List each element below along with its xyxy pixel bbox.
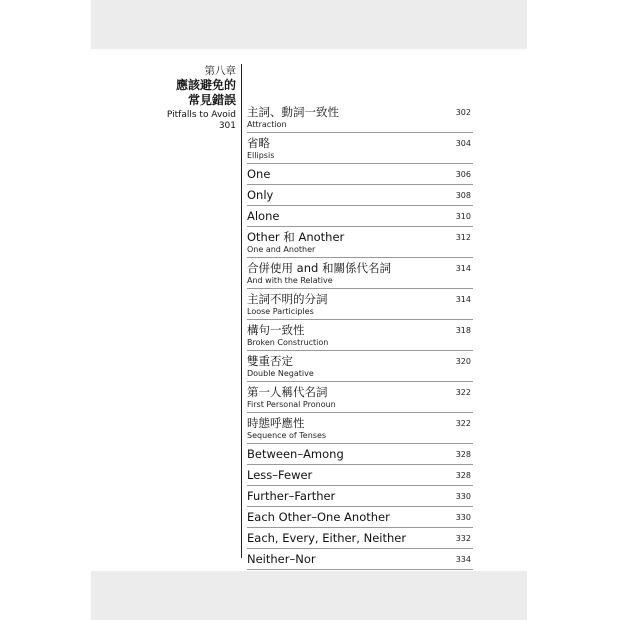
toc-entry — [247, 354, 473, 379]
toc-entry-page: 318 — [455, 326, 471, 335]
toc-entry-title: 省略 — [247, 136, 270, 150]
toc-divider — [247, 205, 473, 206]
toc-entry-subtitle: Ellipsis — [247, 151, 275, 160]
toc-entry-page: 328 — [455, 450, 471, 459]
chapter-heading — [167, 64, 236, 132]
toc-entry-subtitle: One and Another — [247, 245, 316, 254]
toc-entry — [247, 447, 473, 462]
top-gray-band — [91, 0, 527, 49]
toc-entry — [247, 167, 473, 182]
toc-entry-title: 第一人稱代名詞 — [247, 385, 328, 399]
chapter-title-line2: 常見錯誤 — [187, 93, 236, 107]
toc-entry — [247, 323, 473, 348]
toc-entry-title: Each, Every, Either, Neither — [247, 531, 407, 545]
toc-entry-subtitle: Sequence of Tenses — [247, 431, 327, 440]
toc-entry-page: 312 — [455, 233, 471, 242]
toc-entry-title: 主詞不明的分詞 — [247, 292, 328, 306]
toc-entry-title: Only — [247, 188, 274, 202]
toc-entry — [247, 489, 473, 504]
toc-divider — [247, 443, 473, 444]
toc-entry — [247, 188, 473, 203]
toc-divider — [247, 527, 473, 528]
toc-divider — [247, 257, 473, 258]
toc-divider — [247, 288, 473, 289]
toc-entry-title: Each Other–One Another — [247, 510, 390, 524]
toc-entry — [247, 510, 473, 525]
toc-divider — [247, 569, 473, 570]
toc-entry-subtitle: Broken Construction — [247, 338, 329, 347]
toc-entry-page: 322 — [455, 388, 471, 397]
toc-entry-subtitle: First Personal Pronoun — [247, 400, 336, 409]
toc-entry — [247, 416, 473, 441]
table-of-contents — [247, 105, 473, 573]
toc-entry — [247, 230, 473, 255]
toc-entry-page: 332 — [455, 534, 471, 543]
toc-entry — [247, 385, 473, 410]
toc-entry-title: Between–Among — [247, 447, 344, 461]
toc-entry-page: 328 — [455, 471, 471, 480]
toc-divider — [247, 163, 473, 164]
toc-divider — [247, 350, 473, 351]
chapter-title-english: Pitfalls to Avoid — [166, 110, 236, 120]
toc-entry-page: 334 — [455, 555, 471, 564]
toc-divider — [247, 381, 473, 382]
toc-entry-page: 302 — [455, 108, 471, 117]
toc-entry — [247, 292, 473, 317]
toc-entry-title: 雙重否定 — [247, 354, 293, 368]
toc-entry — [247, 105, 473, 130]
toc-divider — [247, 464, 473, 465]
toc-entry-page: 314 — [455, 264, 471, 273]
toc-entry — [247, 136, 473, 161]
toc-entry-page: 310 — [455, 212, 471, 221]
chapter-page-number: 301 — [218, 121, 236, 131]
bottom-gray-band — [91, 571, 527, 620]
toc-entry-title: 主詞、動詞一致性 — [247, 105, 339, 119]
toc-entry-subtitle: And with the Relative — [247, 276, 333, 285]
toc-entry-page: 320 — [455, 357, 471, 366]
toc-entry-title: Neither–Nor — [247, 552, 316, 566]
chapter-number: 第八章 — [204, 65, 236, 77]
toc-entry — [247, 531, 473, 546]
toc-divider — [247, 412, 473, 413]
toc-entry-page: 330 — [455, 513, 471, 522]
toc-divider — [247, 226, 473, 227]
toc-divider — [247, 485, 473, 486]
toc-entry-page: 308 — [455, 191, 471, 200]
toc-entry-page: 314 — [455, 295, 471, 304]
vertical-rule — [241, 64, 242, 558]
toc-entry-title: Other 和 Another — [247, 230, 345, 244]
toc-entry — [247, 468, 473, 483]
toc-divider — [247, 548, 473, 549]
toc-entry-subtitle: Loose Participles — [247, 307, 314, 316]
toc-entry-title: Alone — [247, 209, 280, 223]
toc-entry-page: 304 — [455, 139, 471, 148]
toc-entry-title: One — [247, 167, 271, 181]
toc-divider — [247, 184, 473, 185]
toc-entry-title: Less–Fewer — [247, 468, 313, 482]
chapter-title-line1: 應該避免的 — [175, 78, 236, 92]
toc-divider — [247, 506, 473, 507]
toc-entry — [247, 552, 473, 567]
toc-entry-page: 330 — [455, 492, 471, 501]
toc-entry — [247, 261, 473, 286]
toc-entry — [247, 209, 473, 224]
toc-entry-page: 306 — [455, 170, 471, 179]
toc-entry-title: 構句一致性 — [247, 323, 305, 337]
toc-entry-page: 322 — [455, 419, 471, 428]
toc-entry-title: 合併使用 and 和關係代名詞 — [247, 261, 391, 275]
toc-entry-subtitle: Double Negative — [247, 369, 314, 378]
toc-entry-subtitle: Attraction — [247, 120, 287, 129]
toc-divider — [247, 132, 473, 133]
toc-divider — [247, 319, 473, 320]
toc-entry-title: 時態呼應性 — [247, 416, 305, 430]
toc-entry-title: Further–Farther — [247, 489, 336, 503]
